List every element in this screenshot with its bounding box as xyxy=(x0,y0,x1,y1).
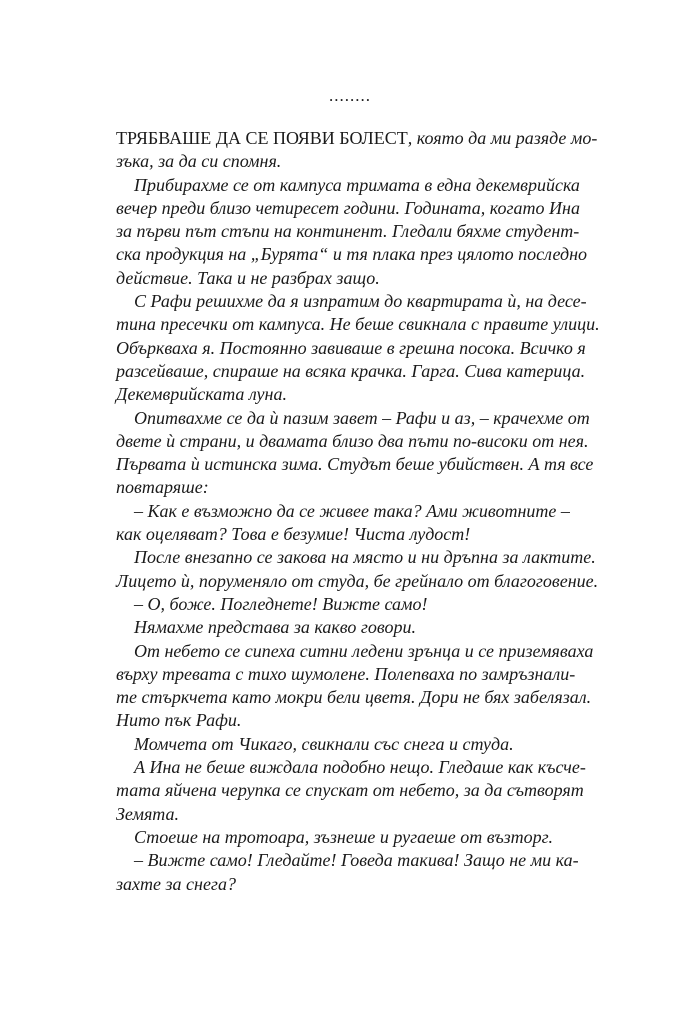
text-line: действие. Така и не разбрах защо. xyxy=(116,267,380,288)
text-line: Момчета от Чикаго, свикнали със снега и студа. xyxy=(134,733,514,754)
paragraph xyxy=(116,500,600,547)
text-line: – Вижте само! Гледайте! Говеда такива! Защо не ми ка- xyxy=(134,850,579,871)
text-line: После внезапно се закова на място и ни дръпна за лактите. xyxy=(134,547,596,568)
text-line: как оцеляват? Това е безумие! Чиста лудост! xyxy=(116,524,471,545)
text-line: разсейваше, спираше на всяка крачка. Гарга. Сива катерица. xyxy=(116,360,586,381)
section-separator: ........ xyxy=(329,86,371,105)
paragraph xyxy=(116,849,600,896)
paragraph xyxy=(116,826,600,849)
paragraph xyxy=(116,640,600,733)
text-line: – Как е възможно да се живее така? Ами животните – xyxy=(134,500,570,521)
paragraph xyxy=(116,127,600,174)
text-line: От небето се сипеха ситни ледени зрънца и се приземяваха xyxy=(134,640,594,661)
text-line: вечер преди близо четиресет години. Годината, когато Ина xyxy=(116,197,580,218)
text-line: Декемврийската луна. xyxy=(116,384,287,405)
text-line: Прибирахме се от кампуса тримата в една декемврийска xyxy=(134,174,580,195)
text-line: Лицето ѝ, поруменяло от студа, бе грейнало от благоговение. xyxy=(116,570,599,591)
text-line: С Рафи решихме да я изпратим до квартирата ѝ, на десе- xyxy=(134,291,587,312)
text-line: ска продукция на „Бурята“ и тя плака през цялото последно xyxy=(116,244,588,265)
text-line: Земята. xyxy=(116,803,180,824)
text-line: двете ѝ страни, и двамата близо два пъти по-високи от нея. xyxy=(116,430,589,451)
text-line: зъка, за да си спомня. xyxy=(116,151,282,172)
body-text xyxy=(116,127,600,896)
paragraph xyxy=(116,733,600,756)
text-line: върху тревата с тихо шумолене. Полепваха по замръзнали- xyxy=(116,663,576,684)
chapter-opening-rest: , която да ми разяде мо- xyxy=(407,128,598,148)
paragraph xyxy=(116,407,600,500)
text-line: тина пресечки от кампуса. Не беше свикнала с правите улици. xyxy=(116,314,600,335)
text-line: за първи път стъпи на континент. Гледали бяхме студент- xyxy=(116,221,580,242)
paragraph xyxy=(116,290,600,406)
text-line: Първата ѝ истинска зима. Студът беше убийствен. А тя все xyxy=(116,454,594,475)
text-line: Нямахме представа за какво говори. xyxy=(134,617,416,638)
text-line xyxy=(116,127,600,150)
text-line: Опитвахме се да ѝ пазим завет – Рафи и аз, – крачехме от xyxy=(134,407,590,428)
text-line: Объркваха я. Постоянно завиваше в грешна посока. Всичко я xyxy=(116,337,586,358)
paragraph xyxy=(116,174,600,290)
chapter-opening-caps: ТРЯБВАШЕ ДА СЕ ПОЯВИ БОЛЕСТ xyxy=(116,128,408,148)
text-line: А Ина не беше виждала подобно нещо. Гледаше как късче- xyxy=(134,757,586,778)
text-line: повтаряше: xyxy=(116,477,209,498)
text-line: Стоеше на тротоара, зъзнеше и ругаеше от възторг. xyxy=(134,826,553,847)
paragraph xyxy=(116,546,600,593)
paragraph xyxy=(116,593,600,616)
paragraph xyxy=(116,616,600,639)
text-line: те стъркчета като мокри бели цветя. Дори не бях забелязал. xyxy=(116,687,592,708)
text-line: тата яйчена черупка се спускат от небето, за да сътворят xyxy=(116,780,584,801)
text-line: захте за снега? xyxy=(116,873,236,894)
paragraph xyxy=(116,756,600,826)
text-line: Нито пък Рафи. xyxy=(116,710,242,731)
text-line: – О, боже. Погледнете! Вижте само! xyxy=(134,593,428,614)
